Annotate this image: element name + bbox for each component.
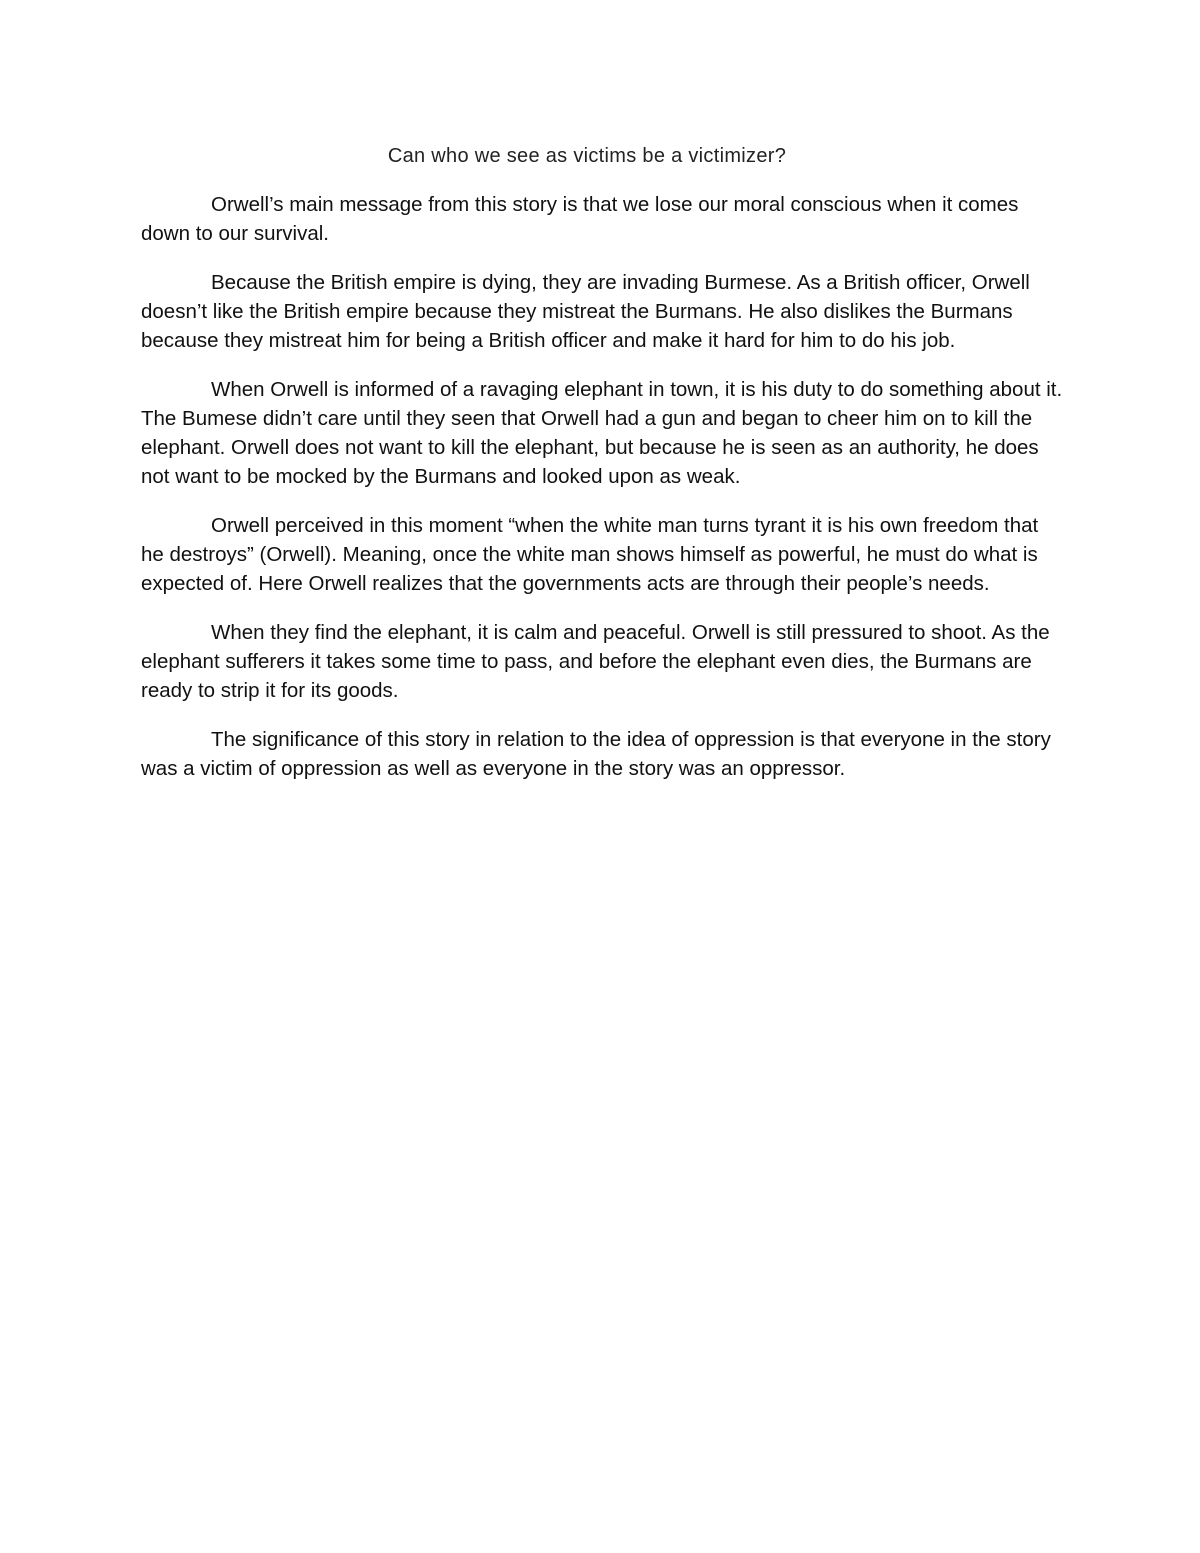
paragraph-ravaging-elephant: When Orwell is informed of a ravaging elephant in town, it is his duty to do something about it. The Bumese didn’t care until they seen that Orwell had a gun and began to cheer him on to kill the elephant. Orwell does not want to kill the elephant, but because he is seen as an authority, he does not want to be mocked by the Burmans and looked upon as weak.: [141, 378, 1063, 488]
paragraph-main-message: Orwell’s main message from this story is that we lose our moral conscious when it comes down to our survival.: [141, 193, 1019, 245]
paragraph-find-elephant: When they find the elephant, it is calm and peaceful. Orwell is still pressured to shoot. As the elephant sufferers it takes some time to pass, and before the elephant even dies, the Burmans are ready to strip it for its goods.: [141, 621, 1050, 702]
document-body: [141, 140, 1063, 803]
paragraph-white-man-tyrant: Orwell perceived in this moment “when the white man turns tyrant it is his own freedom that he destroys” (Orwell). Meaning, once the white man shows himself as powerful, he must do what is expected of. Here Orwell realizes that the governments acts are through their people’s needs.: [141, 514, 1039, 595]
paragraph-significance: The significance of this story in relation to the idea of oppression is that everyone in the story was a victim of oppression as well as everyone in the story was an oppressor.: [141, 728, 1051, 780]
paragraph-british-empire: Because the British empire is dying, they are invading Burmese. As a British officer, Orwell doesn’t like the British empire because they mistreat the Burmans. He also dislikes the Burmans because they mistreat him for being a British officer and make it hard for him to do his job.: [141, 271, 1030, 352]
document-title: Can who we see as victims be a victimizer?: [387, 145, 787, 167]
